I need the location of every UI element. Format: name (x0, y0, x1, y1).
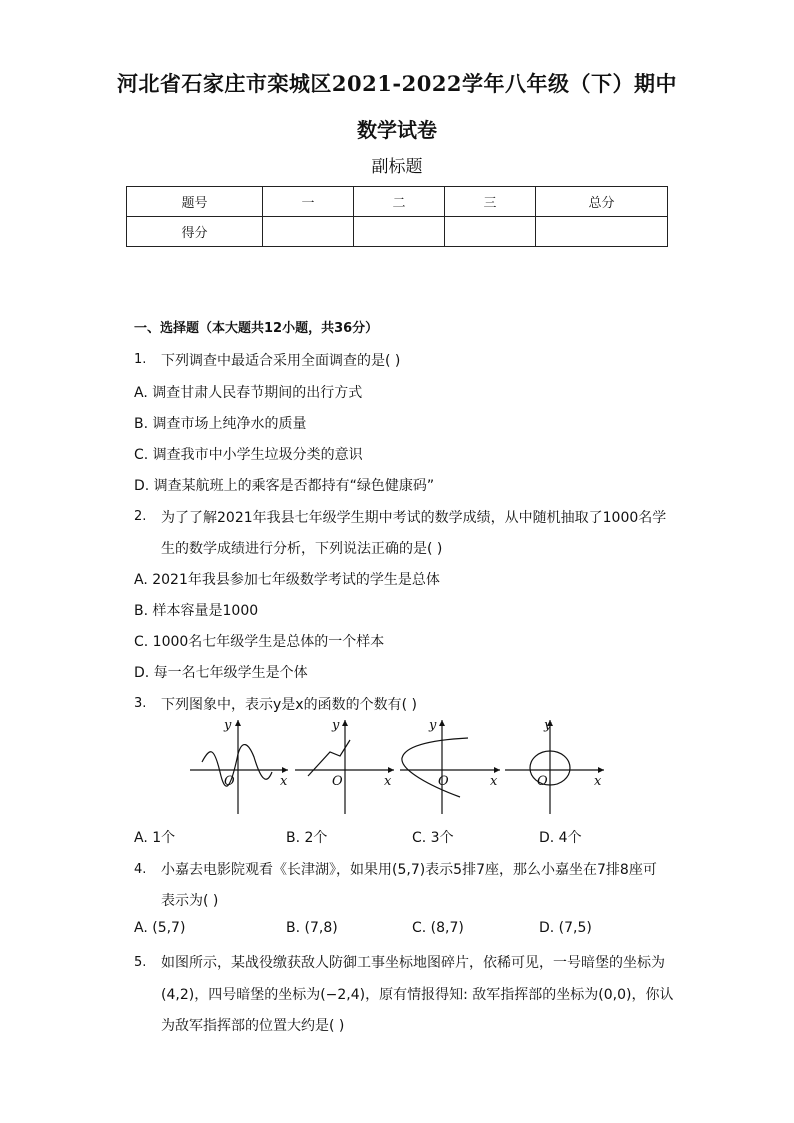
question-text: 小嘉去电影院观看《长津湖》，如果用(5,7)表示5排7座，那么小嘉坐在7排8座可 (161, 862, 657, 878)
function-graphs-figure (180, 712, 620, 822)
option-c[interactable]: C. (8,7) (412, 920, 464, 936)
option-a[interactable]: A. 1个 (134, 830, 176, 846)
option-c[interactable]: C. 调查我市中小学生垃圾分类的意识 (134, 447, 363, 463)
graph-3 (400, 718, 500, 814)
curve (202, 745, 272, 787)
exam-title-line2: 数学试卷 (357, 118, 437, 142)
question-number: 1. (134, 352, 147, 367)
score-header-cell: 二 (354, 187, 445, 217)
option-c[interactable]: C. 1000名七年级学生是总体的一个样本 (134, 634, 385, 650)
question-text: 为敌军指挥部的位置大约是( ) (161, 1018, 345, 1034)
question-text: 下列图象中，表示y是x的函数的个数有( ) (161, 697, 417, 713)
question-number: 4. (134, 862, 147, 877)
x-axis-arrow (282, 767, 288, 773)
score-header-cell: 一 (263, 187, 354, 217)
option-b[interactable]: B. 样本容量是1000 (134, 603, 259, 619)
option-a[interactable]: A. (5,7) (134, 920, 186, 936)
option-b[interactable]: B. 2个 (286, 830, 328, 846)
score-cell[interactable] (536, 217, 668, 247)
y-label: y (332, 718, 340, 733)
score-header-cell: 三 (445, 187, 536, 217)
question-number: 5. (134, 955, 147, 970)
option-d[interactable]: D. 调查某航班上的乘客是否都持有“绿色健康码” (134, 478, 435, 494)
option-b[interactable]: B. (7,8) (286, 920, 338, 936)
y-label: y (429, 718, 437, 733)
curve (402, 738, 468, 797)
x-label: x (384, 774, 392, 789)
section-heading: 一、选择题（本大题共12小题，共36分） (134, 321, 379, 336)
question-text: (4,2)，四号暗堡的坐标为(−2,4)，原有情报得知: 敌军指挥部的坐标为(0,0)，你认 (161, 987, 674, 1003)
origin-label: O (224, 774, 235, 789)
y-axis-arrow (439, 720, 445, 726)
x-axis-arrow (388, 767, 394, 773)
question-text: 如图所示，某战役缴获敌人防御工事坐标地图碎片，依稀可见，一号暗堡的坐标为 (161, 955, 665, 971)
option-d[interactable]: D. 4个 (539, 830, 582, 846)
graph-2 (295, 718, 394, 814)
origin-label: O (438, 774, 449, 789)
origin-label: O (332, 774, 343, 789)
x-axis-arrow (598, 767, 604, 773)
y-axis-arrow (342, 720, 348, 726)
question-number: 3. (134, 696, 147, 711)
option-d[interactable]: D. 每一名七年级学生是个体 (134, 665, 308, 681)
score-cell[interactable] (263, 217, 354, 247)
x-label: x (280, 774, 288, 789)
score-table-header-row (127, 187, 668, 217)
question-text: 生的数学成绩进行分析，下列说法正确的是( ) (161, 541, 443, 557)
score-cell[interactable] (445, 217, 536, 247)
origin-label: O (537, 774, 548, 789)
question-text: 为了了解2021年我县七年级学生期中考试的数学成绩，从中随机抽取了1000名学 (161, 510, 667, 526)
score-cell[interactable] (354, 217, 445, 247)
option-d[interactable]: D. (7,5) (539, 920, 592, 936)
option-a[interactable]: A. 2021年我县参加七年级数学考试的学生是总体 (134, 572, 440, 588)
y-label: y (224, 718, 232, 733)
score-row-label: 得分 (127, 217, 263, 247)
graph-4 (505, 718, 604, 814)
y-axis-arrow (235, 720, 241, 726)
exam-title-line1: 河北省石家庄市栾城区2021-2022学年八年级（下）期中 (116, 71, 678, 96)
question-text: 下列调查中最适合采用全面调查的是( ) (161, 353, 401, 369)
score-header-cell: 总分 (536, 187, 668, 217)
option-c[interactable]: C. 3个 (412, 830, 454, 846)
question-number: 2. (134, 509, 147, 524)
graph-1 (190, 718, 288, 814)
exam-subtitle: 副标题 (371, 157, 423, 177)
x-label: x (490, 774, 498, 789)
option-a[interactable]: A. 调查甘肃人民春节期间的出行方式 (134, 385, 363, 401)
y-label: y (544, 718, 552, 733)
score-table-score-row (127, 217, 668, 247)
x-label: x (594, 774, 602, 789)
score-table (126, 186, 668, 247)
option-b[interactable]: B. 调查市场上纯净水的质量 (134, 416, 307, 432)
x-axis-arrow (494, 767, 500, 773)
question-text: 表示为( ) (161, 893, 219, 909)
score-header-cell: 题号 (127, 187, 263, 217)
